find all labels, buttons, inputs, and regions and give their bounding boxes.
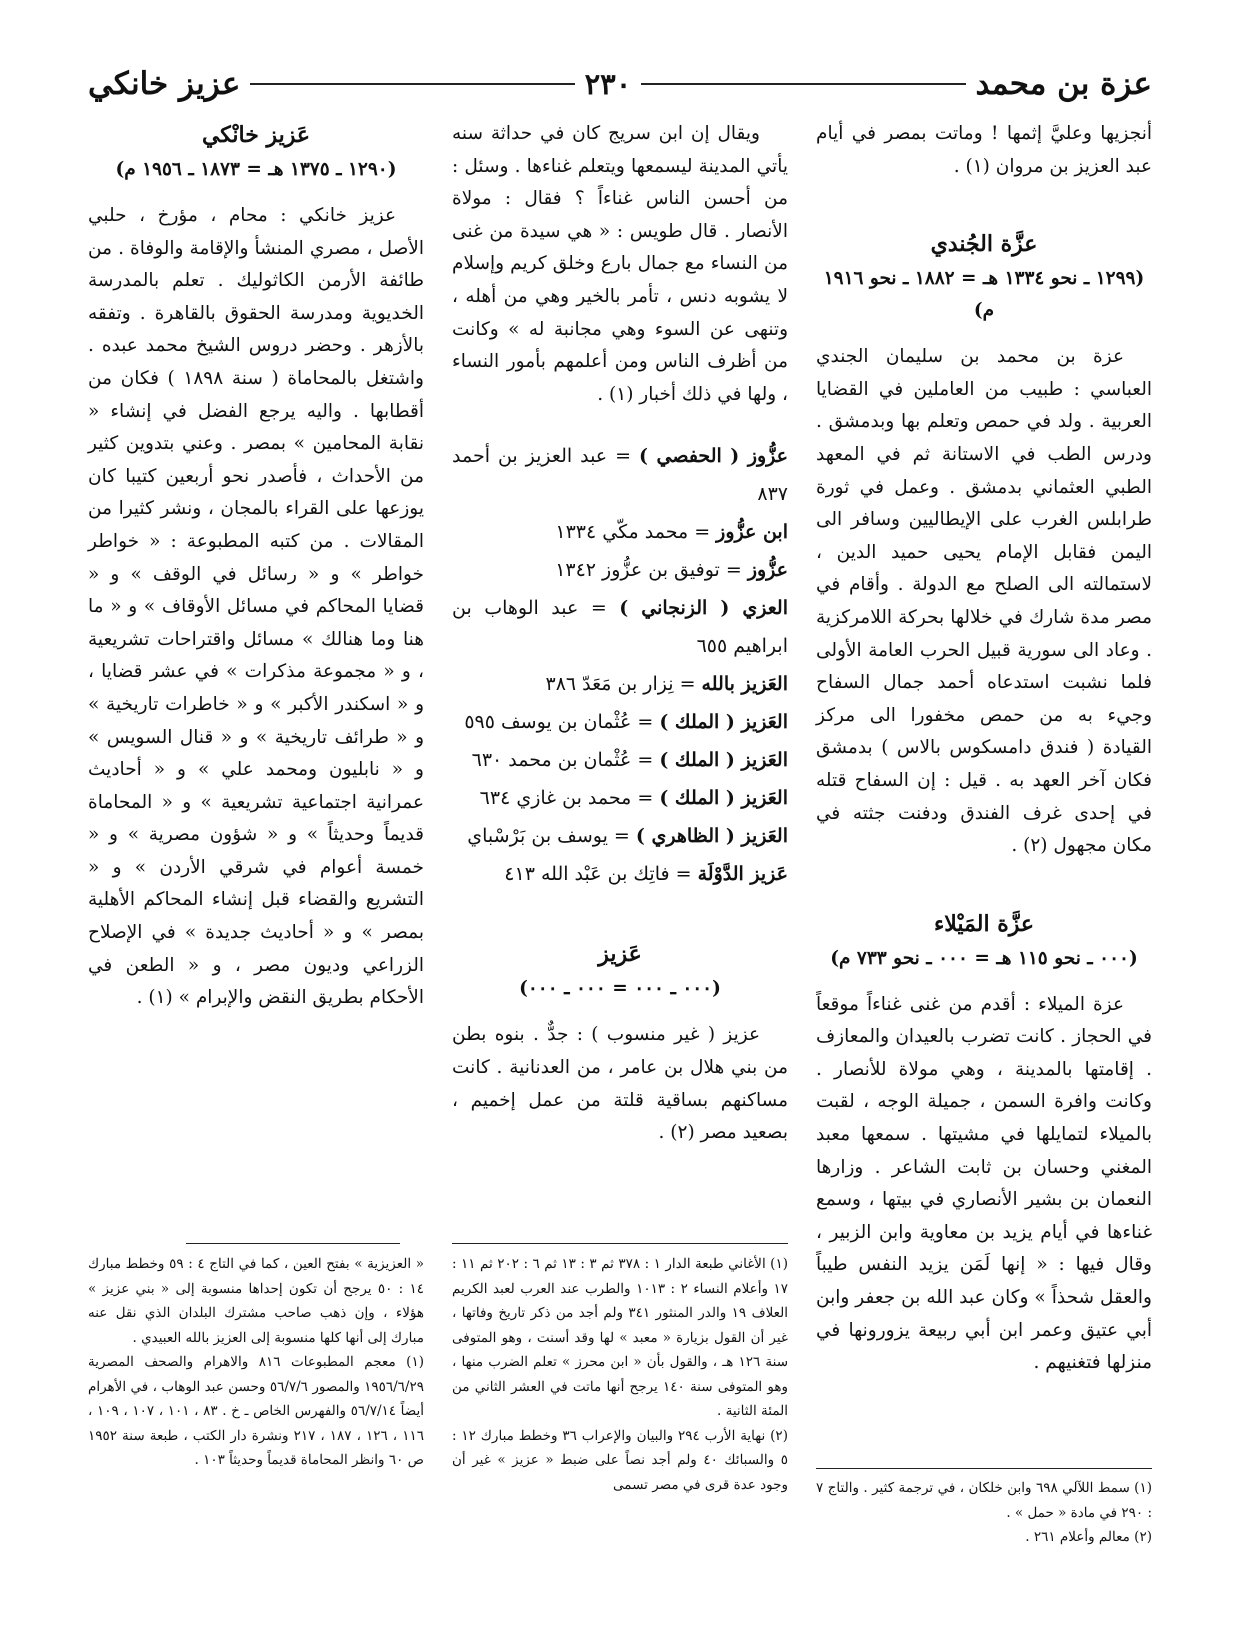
entry-title-azza-aljundi: عزَّة الجُندي — [930, 231, 1038, 258]
footnote: (٢) نهاية الأرب ٢٩٤ والبيان والإعراب ٣٦ وخطط مبارك ١٢ : ٥ والسبائك ٤٠ ولم أجد نصاً على ضبط « عزيز » غير أن وجود عدة قرى في مصر تسمى — [452, 1427, 788, 1493]
continued-text: ويقال إن ابن سريج كان في حداثة سنه يأتي المدينة ليسمعها ويتعلم غناءها . وسئل : من أحسن الناس غناءاً ؟ فقال : مولاة الأنصار . قال طويس : « هي سيدة من غنى من النساء مع جمال بارع وخلق كريم وإسلام لا يشوبه دنس ، تأمر بالخير وهي من أهله ، وتنهى عن السوء وهي مجانبة له » وكانت من أظرف الناس ومن أعلمهم بأمور النساء ، ولها في ذلك أخبار (١) . — [452, 123, 788, 405]
entry-body-azza-aljundi: عزة بن محمد بن سليمان الجندي العباسي : طبيب من العاملين في القضايا العربية . ولد في حمص وتعلم بها وبدمشق . ودرس الطب في الاستانة ثم في المعهد الطبي العثماني بدمشق . وعمل في ثورة طرابلس الغرب على الإيطاليين وسافر الى اليمن فقابل الإمام يحيى حميد الدين ، لاستمالته الى الصلح مع الدولة . وأقام في مصر مدة شارك في خلالها بحركة اللامركزية . وعاد الى سورية قبيل الحرب العامة الأولى فلما نشبت استدعاه أحمد جمال السفاح وجيء به من حمص مخفورا الى مركز القيادة ( فندق دامسكوس بالاس ) بدمشق فكان آخر العهد به . قيل : إن السفاح قتله في إحدى غرف الفندق ودفنت جثته في مكان مجهول (٢) . — [816, 346, 1152, 857]
cross-reference: العَزيز ( الملك ) = محمد بن غازي ٦٣٤ — [479, 787, 788, 810]
header-right-title: عزة بن محمد — [975, 66, 1152, 102]
spacer — [816, 863, 1152, 889]
cross-reference: العَزيز ( الظاهري ) = يوسف بن بَرْسْباي — [467, 825, 788, 848]
entry-dates-aziz: (٠٠٠ ـ ٠٠٠ = ٠٠٠ ـ ٠٠٠) — [519, 978, 721, 1000]
column-right — [816, 118, 1152, 1380]
spacer — [452, 893, 788, 919]
page-number: ٢٣٠ — [584, 67, 632, 101]
column-left — [88, 118, 424, 1015]
footnote: « العزيزية » بفتح العين ، كما في التاج ٤ : ٥٩ وخطط مبارك ١٤ : ٥٠ يرجح أن تكون إحداها منسوبة إلى « بني عزيز » هؤلاء ، وإن ذهب صاحب مشترك البلدان الذي نقل عنه مبارك إلى أنها كلها منسوبة إلى العزيز بالله العبيدي . — [88, 1256, 425, 1346]
spacer — [816, 183, 1152, 209]
footnote: (٢) معالم وأعلام ٢٦١ . — [1025, 1529, 1152, 1545]
entry-title-aziz: عَزيز — [598, 941, 642, 968]
cross-reference: العَزيز ( الملك ) = عُثْمان بن يوسف ٥٩٥ — [464, 711, 788, 734]
footnote-rule — [816, 1468, 1152, 1469]
column-middle — [452, 118, 788, 1150]
running-header — [88, 58, 1152, 110]
entry-body-azza-almaylaa: عزة الميلاء : أقدم من غنى غناءاً موقعاً في الحجاز . كانت تضرب بالعيدان والمعازف . إقامتها بالمدينة ، وهي مولاة للأنصار . وكانت وافرة السمن ، جميلة الوجه ، لقبت بالميلاء لتمايلها في مشيتها . سمعها معبد المغني وحسان بن ثابت الشاعر . وزارها النعمان بن بشير الأنصاري في بيتها ، وسمع غناءها في أيام يزيد بن معاوية وابن الزبير ، وقال فيها : « إنها لَمَن يزيد النفس طيباً والعقل شحذاً » وكان عبد الله بن جعفر وابن أبي عتيق وعمر ابن أبي ربيعة يزورونها في منزلها فتغنيهم . — [816, 993, 1152, 1374]
cross-reference: العزي ( الزنجاني ) = عبد الوهاب بن ابراهيم ٦٥٥ — [452, 597, 788, 658]
footnote-rule — [186, 1243, 400, 1244]
cross-reference: العَزيز ( الملك ) = عُثْمان بن محمد ٦٣٠ — [471, 749, 788, 772]
footnotes-middle — [452, 1252, 788, 1497]
footnotes-left — [88, 1252, 424, 1473]
footnote: (١) الأغاني طبعة الدار ١ : ٣٧٨ ثم ٣ : ١٣ ثم ٦ : ٢٠٢ ثم ١١ : ١٧ وأعلام النساء ٢ : ١٠١٣ والطرب عند العرب لعبد الكريم العلاف ١٩ والدر المنثور ٣٤١ ولم أجد من ذكر تاريخ وفاتها ، غير أن القول بزيارة « معبد » لها وقد أسنت ، وهو المتوفى سنة ١٢٦ هـ ، والقول بأن « ابن محرز » تعلم الضرب منها ، وهو المتوفى سنة ١٤٠ يرجح أنها ماتت في العشر الثاني من المئة الثانية . — [452, 1256, 789, 1419]
cross-reference: عزُّوز ( الحفصي ) = عبد العزيز بن أحمد ٨٣٧ — [452, 445, 788, 506]
entry-title-aziz-khanki: عَزيز خانْكي — [201, 122, 311, 148]
entry-body-aziz-khanki: عزيز خانكي : محام ، مؤرخ ، حلبي الأصل ، مصري المنشأ والإقامة والوفاة . من طائفة الأرمن الكاثوليك . تعلم بالمدرسة الخديوية ومدرسة الحقوق بالقاهرة . وتفقه بالأزهر . وحضر دروس الشيخ محمد عبده . واشتغل بالمحاماة ( سنة ١٨٩٨ ) فكان من أقطابها . واليه يرجع الفضل في إنشاء « نقابة المحامين » بمصر . وعني بتدوين كثير من الأحداث ، فأصدر نحو أربعين كتيبا كان يوزعها على القراء بالمجان ، ونشر كثيرا من المقالات . من كتبه المطبوعة : « خواطر خواطر » و « رسائل في الوقف » و « قضايا المحاكم في مسائل الأوقاف » و « ما هنا وما هنالك » مسائل واقتراحات تشريعية ، و « مجموعة مذكرات » في عشر قضايا ، و « اسكندر الأكبر » و « خاطرات تاريخية » و « طرائف تاريخية » و « قنال السويس » و « نابليون ومحمد علي » و « أحاديث عمرانية اجتماعية تشريعية » و « المحاماة قديماً وحديثاً » و « شؤون مصرية » و « خمسة أعوام في شرقي الأردن » و « التشريع والقضاء قبل إنشاء المحاكم الأهلية بمصر » و « أحاديث جديدة » في الإصلاح الزراعي وديون مصر ، و « الطعن في الأحكام بطريق النقض والإبرام » (١) . — [88, 205, 424, 1009]
entry-body-aziz: عزيز ( غير منسوب ) : جدٌّ . بنوه بطن من بني هلال بن عامر ، من العدنانية . كانت مساكنهم بساقية قلتة من عمل إخميم ، بصعيد مصر (٢) . — [452, 1024, 788, 1144]
header-rule-left — [250, 83, 574, 85]
continued-text: أنجزيها وعليَّ إثمها ! وماتت بمصر في أيام عبد العزيز بن مروان (١) . — [816, 123, 1152, 177]
entry-dates-aziz-khanki: (١٢٩٠ ـ ١٣٧٥ هـ = ١٨٧٣ ـ ١٩٥٦ م) — [115, 159, 397, 180]
cross-reference: ابن عزُّوز = محمد مكّي ١٣٣٤ — [555, 521, 788, 544]
header-left-title: عزيز خانكي — [88, 66, 241, 102]
footnote: (١) سمط اللآلي ٦٩٨ وابن خلكان ، في ترجمة كثير . والتاج ٧ : ٢٩٠ في مادة « حمل » . — [816, 1480, 1153, 1521]
header-rule-right — [641, 83, 965, 85]
footnotes-right — [816, 1476, 1152, 1550]
cross-reference: عزُّوز = توفيق بن عزُّوز ١٣٤٢ — [555, 559, 788, 582]
spacer — [452, 411, 788, 437]
footnote: (١) معجم المطبوعات ٨١٦ والاهرام والصحف المصرية ١٩٥٦/٦/٢٩ والمصور ٥٦/٧/٦ وحسن عبد الوهاب ، في الأهرام أيضاً ٥٦/٧/١٤ والفهرس الخاص ـ خ . ٨٣ ، ١٠١ ، ١٠٧ ، ١٠٩ ، ١١٦ ، ١٢٦ ، ١٨٧ ، ٢١٧ ونشرة دار الكتب ، طبعة سنة ١٩٥٢ ص ٦٠ وانظر المحاماة قديماً وحديثاً ١٠٣ . — [88, 1354, 424, 1468]
entry-dates-azza-almaylaa: (٠٠٠ ـ نحو ١١٥ هـ = ٠٠٠ ـ نحو ٧٣٣ م) — [830, 947, 1138, 969]
cross-reference: العَزيز بالله = نِزار بن مَعَدّ ٣٨٦ — [545, 673, 788, 696]
cross-reference: عَزيز الدَّوْلَة = فاتِك بن عَبْد الله ٤١٣ — [504, 863, 788, 886]
cross-reference-list — [452, 437, 788, 893]
entry-dates-azza-aljundi: (١٢٩٩ ـ نحو ١٣٣٤ هـ = ١٨٨٢ ـ نحو ١٩١٦ م) — [823, 268, 1145, 322]
footnote-rule — [452, 1243, 788, 1244]
entry-title-azza-almaylaa: عزَّة المَيْلاء — [933, 910, 1035, 937]
